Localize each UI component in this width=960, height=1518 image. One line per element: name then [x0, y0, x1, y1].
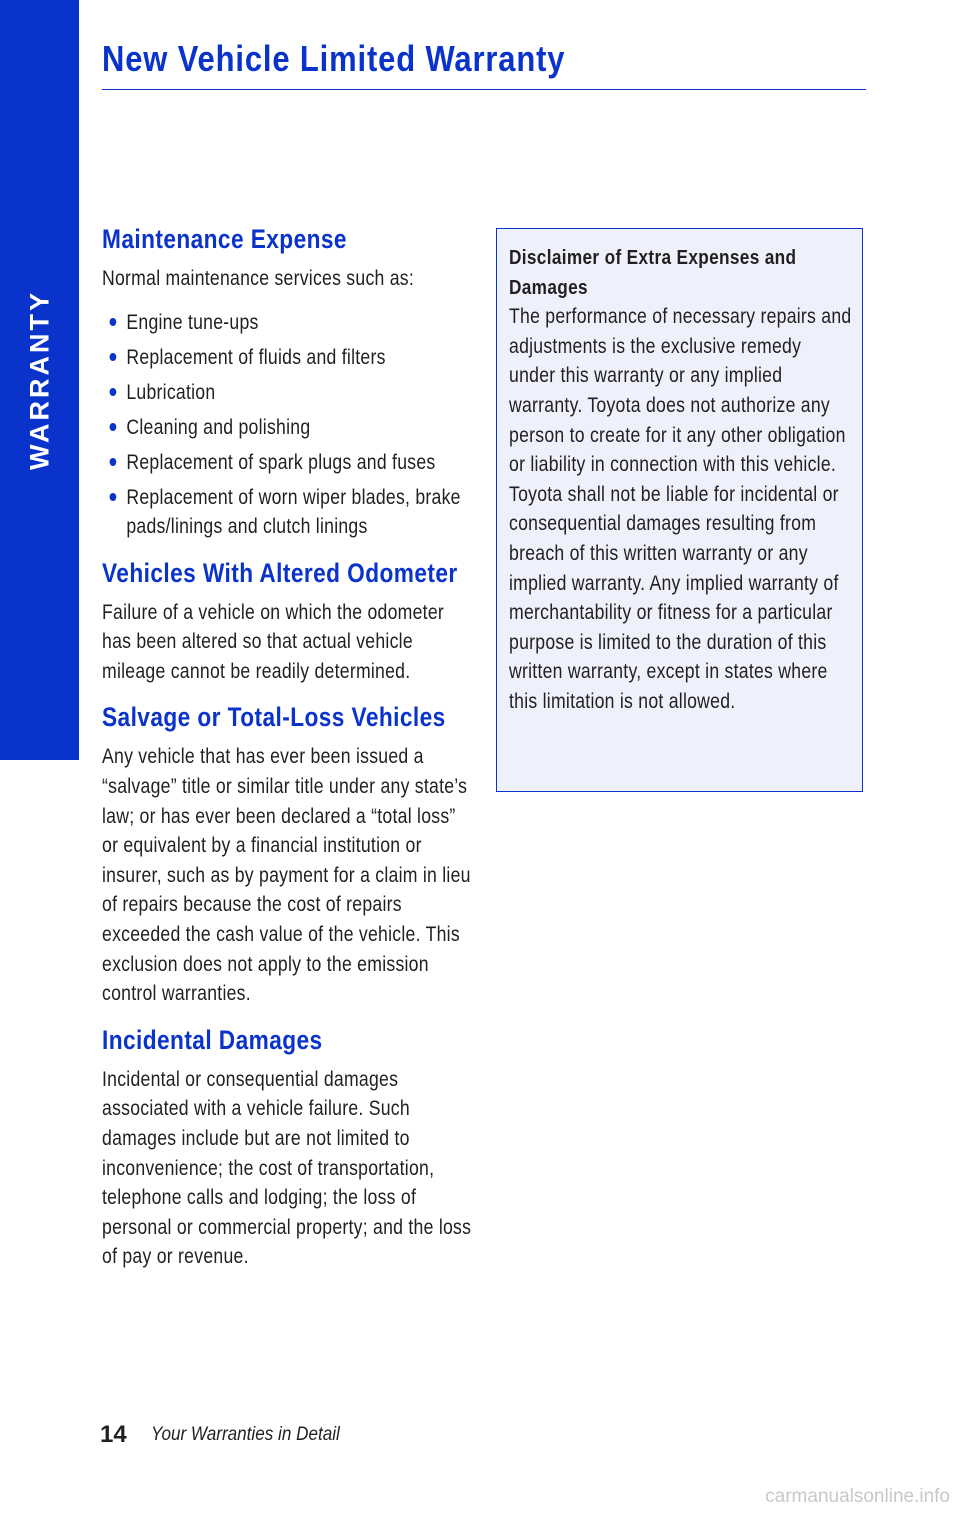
incidental-heading: Incidental Damages [102, 1024, 323, 1055]
incidental-body: Incidental or consequential damages associated with a vehicle failure. Such damages include but are not limited to inconvenience; the cost of transportation, telephone calls and lodging; the loss of personal or commercial property; and the loss of pay or revenue. [102, 1067, 472, 1269]
odometer-body: Failure of a vehicle on which the odometer has been altered so that actual vehicle mileage cannot be readily determined. [102, 600, 445, 683]
watermark: carmanualsonline.info [765, 1486, 950, 1507]
list-item-text: Replacement of worn wiper blades, brake pads/linings and clutch linings [126, 485, 461, 539]
exclusions-column [102, 222, 472, 1286]
bullet-icon [110, 388, 117, 396]
maintenance-section [102, 222, 472, 542]
disclaimer-content [509, 243, 852, 717]
disclaimer-box [496, 228, 863, 792]
side-tab-label: WARRANTY [24, 290, 55, 470]
list-item [102, 448, 472, 478]
salvage-heading: Salvage or Total-Loss Vehicles [102, 702, 446, 733]
title-divider [102, 89, 866, 90]
list-item-text: Lubrication [126, 380, 216, 404]
disclaimer-body: The performance of necessary repairs and adjustments is the exclusive remedy under this warranty or any implied warranty. Toyota does not authorize any person to create for it any other obligation or liability in connection with this vehicle. Toyota shall not be liable for incidental or consequential damages resulting from breach of this written warranty or any implied warranty. Any implied warranty of merchantability or fitness for a particular purpose is limited to the duration of this written warranty, except in states where this limitation is not allowed. [509, 305, 852, 713]
odometer-section [102, 556, 472, 687]
footer-section-title: Your Warranties in Detail [151, 1424, 340, 1445]
salvage-body: Any vehicle that has ever been issued a “salvage” title or similar title under any state’s law; or has ever been declared a “total loss” or equivalent by a financial institution or insurer, such as by payment for a claim in lieu of repairs because the cost of repairs exceeded the cash value of the vehicle. This exclusion does not apply to the emission control warranties. [102, 745, 471, 1006]
exclusions-content [102, 222, 472, 1272]
page-title: New Vehicle Limited Warranty [102, 38, 566, 79]
list-item-text: Cleaning and polishing [126, 415, 311, 439]
odometer-heading: Vehicles With Altered Odometer [102, 557, 458, 588]
list-item [102, 378, 472, 408]
page-number: 14 [100, 1421, 127, 1448]
salvage-section [102, 700, 472, 1008]
disclaimer-title: Disclaimer of Extra Expenses and Damages [509, 246, 797, 299]
bullet-icon [110, 318, 117, 326]
bullet-icon [110, 423, 117, 431]
side-tab [0, 0, 79, 760]
list-item [102, 483, 472, 542]
bullet-icon [110, 493, 117, 501]
incidental-section [102, 1023, 472, 1272]
list-item-text: Replacement of fluids and filters [126, 345, 386, 369]
list-item [102, 343, 472, 373]
maintenance-heading: Maintenance Expense [102, 224, 347, 254]
bullet-icon [110, 458, 117, 466]
maintenance-list [102, 308, 472, 542]
list-item [102, 413, 472, 443]
page-footer [100, 1421, 361, 1449]
maintenance-intro: Normal maintenance services such as: [102, 267, 415, 290]
list-item-text: Engine tune-ups [126, 310, 259, 334]
bullet-icon [110, 353, 117, 361]
list-item [102, 308, 472, 338]
list-item-text: Replacement of spark plugs and fuses [126, 450, 436, 474]
